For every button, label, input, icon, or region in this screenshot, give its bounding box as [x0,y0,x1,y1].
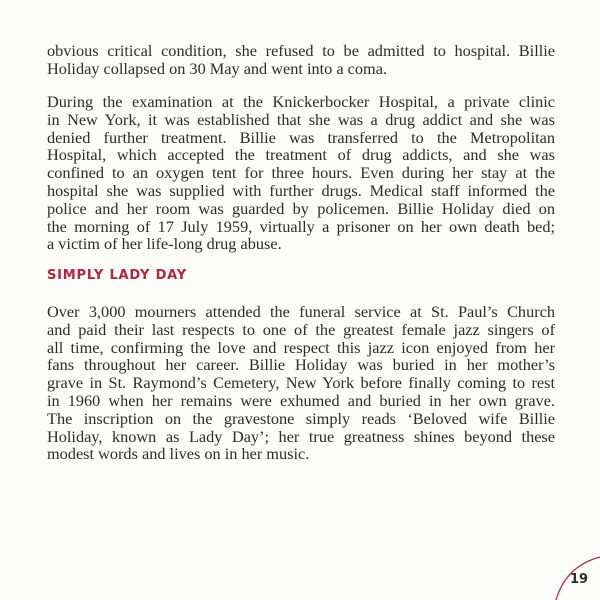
text-line: The inscription on the gravestone simply reads ‘Beloved wife Billie [47,408,555,428]
text-line: and paid their last respects to one of the greatest female jazz singers of [47,319,555,339]
text-line: fans throughout her career. Billie Holiday was buried in her mother’s [47,355,555,375]
text-line: obvious critical condition, she refused to be admitted to hospital. Billie [47,41,555,60]
text-line: confined to an oxygen tent for three hours. Even during her stay at the [47,163,555,183]
text-line: Over 3,000 mourners attended the funeral service at St. Paul’s Church [47,302,555,321]
text-line: all time, confirming the love and respect this jazz icon enjoyed from her [47,337,555,357]
section-heading: SIMPLY LADY DAY [47,268,188,283]
text-line: the morning of 17 July 1959, virtually a prisoner on her own death bed; [47,216,555,236]
text-line: Hospital, which accepted the treatment of drug addicts, and she was [47,145,555,165]
text-line: grave in St. Raymond’s Cemetery, New York before finally coming to rest [47,373,555,393]
text-line: denied further treatment. Billie was transferred to the Metropolitan [47,127,555,147]
text-line: in 1960 when her remains were exhumed and buried in her own grave. [47,390,555,410]
page-number: 19 [570,572,589,587]
text-line: in New York, it was established that she was a drug addict and she was [47,109,555,129]
text-line: Holiday, known as Lady Day’; her true greatness shines beyond these [47,426,555,446]
text-line: a victim of her life-long drug abuse. [47,234,282,254]
text-line: hospital she was supplied with further drugs. Medical staff informed the [47,180,555,200]
text-line: police and her room was guarded by policemen. Billie Holiday died on [47,198,555,218]
text-line: During the examination at the Knickerbocker Hospital, a private clinic [47,92,555,111]
text-line: modest words and lives on in her music. [47,444,310,464]
text-line: Holiday collapsed on 30 May and went into a coma. [47,58,388,78]
